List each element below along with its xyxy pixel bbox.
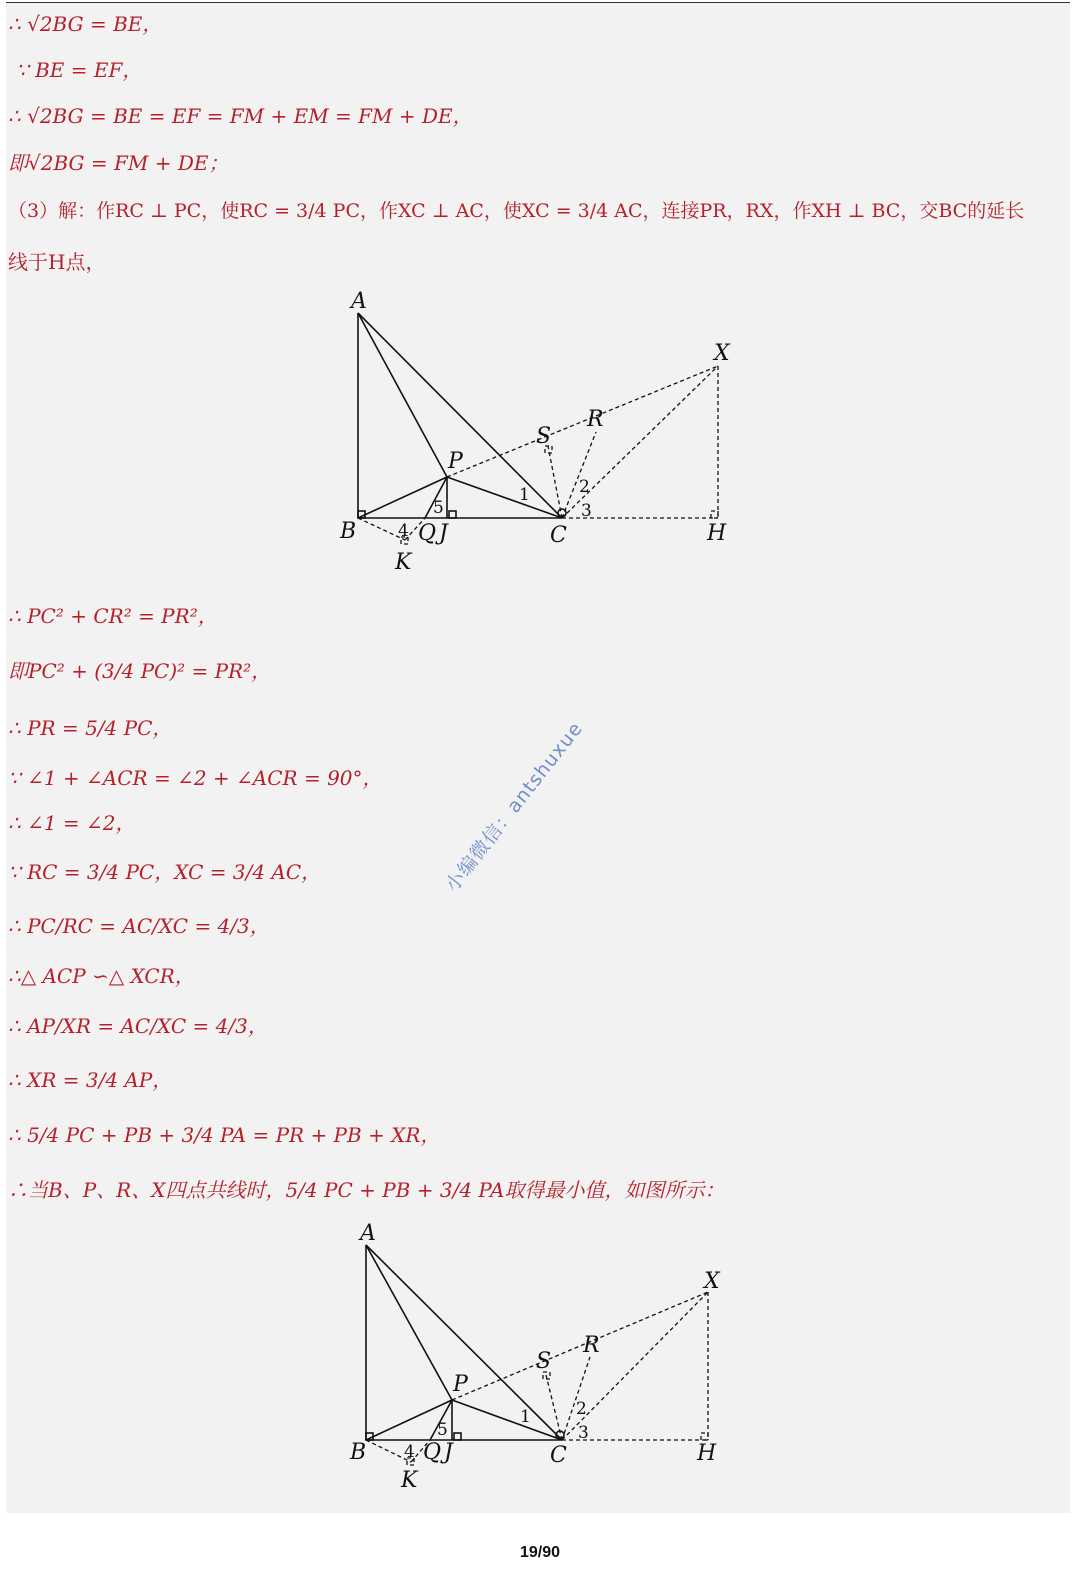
label-K: K bbox=[395, 550, 412, 575]
proof-line: ∴ 5/4 PC + PB + 3/4 PA = PR + PB + XR， bbox=[8, 1123, 441, 1147]
label-C: C bbox=[550, 1443, 567, 1468]
label-Q: Q bbox=[418, 521, 437, 546]
label-B: B bbox=[340, 519, 357, 544]
label-Q: Q bbox=[423, 1440, 442, 1465]
label-B: B bbox=[350, 1440, 367, 1465]
label-S: S bbox=[536, 424, 552, 449]
angle-3: 3 bbox=[581, 501, 592, 521]
proof-line: ∴ ∠1 = ∠2， bbox=[8, 811, 136, 835]
geometry-figure-2 bbox=[340, 1215, 740, 1495]
proof-line: ∵ ∠1 + ∠ACR = ∠2 + ∠ACR = 90°， bbox=[8, 766, 383, 790]
proof-line: 即√2BG = FM + DE； bbox=[8, 151, 229, 175]
label-A: A bbox=[351, 289, 367, 314]
angle-1: 1 bbox=[519, 485, 530, 505]
proof-line: ∴ PC² + CR² = PR²， bbox=[8, 604, 218, 628]
label-H: H bbox=[707, 521, 727, 546]
angle-3: 3 bbox=[578, 1423, 589, 1443]
angle-2: 2 bbox=[579, 477, 590, 497]
angle-5: 5 bbox=[437, 1420, 448, 1440]
angle-1: 1 bbox=[520, 1407, 531, 1427]
label-C: C bbox=[550, 523, 567, 548]
angle-4: 4 bbox=[404, 1442, 415, 1462]
label-X: X bbox=[704, 1269, 720, 1294]
proof-line: 线于H点， bbox=[8, 250, 106, 274]
label-R: R bbox=[583, 1333, 600, 1358]
label-A: A bbox=[360, 1221, 376, 1246]
proof-line: ∴当B、P、R、X四点共线时，5/4 PC + PB + 3/4 PA取得最小值，如图所示： bbox=[8, 1178, 725, 1202]
proof-line: 即PC² + (3/4 PC)² = PR²， bbox=[8, 659, 272, 683]
label-K: K bbox=[401, 1468, 418, 1493]
watermark: 小编微信：antshuxue bbox=[441, 717, 588, 897]
label-H: H bbox=[697, 1441, 717, 1466]
angle-2: 2 bbox=[576, 1399, 587, 1419]
label-S: S bbox=[536, 1349, 552, 1374]
proof-line: ∴△ ACP ∽△ XCR， bbox=[8, 964, 195, 988]
geometry-figure-1 bbox=[330, 285, 750, 580]
proof-line: ∴ √2BG = BE， bbox=[8, 12, 163, 36]
label-R: R bbox=[587, 407, 604, 432]
angle-4: 4 bbox=[398, 521, 409, 541]
proof-line: ∴ AP/XR = AC/XC = 4/3， bbox=[8, 1014, 268, 1038]
label-X: X bbox=[714, 341, 730, 366]
proof-line: ∴ XR = 3/4 AP， bbox=[8, 1068, 173, 1092]
proof-line: ∴ PR = 5/4 PC， bbox=[8, 716, 173, 740]
angle-5: 5 bbox=[433, 498, 444, 518]
label-P: P bbox=[448, 449, 463, 474]
proof-line: ∵ BE = EF， bbox=[16, 58, 143, 82]
page-number: 19/90 bbox=[519, 1544, 561, 1561]
label-J: J bbox=[439, 521, 448, 546]
label-J: J bbox=[444, 1440, 453, 1465]
proof-line: ∴ √2BG = BE = EF = FM + EM = FM + DE， bbox=[8, 104, 473, 128]
proof-line: ∴ PC/RC = AC/XC = 4/3， bbox=[8, 914, 270, 938]
proof-line: （3）解：作RC ⊥ PC，使RC = 3/4 PC，作XC ⊥ AC，使XC = 3/4 AC，连接PR，RX，作XH ⊥ BC，交BC的延长 bbox=[8, 200, 1025, 222]
proof-line: ∵ RC = 3/4 PC，XC = 3/4 AC， bbox=[8, 860, 322, 884]
label-P: P bbox=[453, 1372, 468, 1397]
